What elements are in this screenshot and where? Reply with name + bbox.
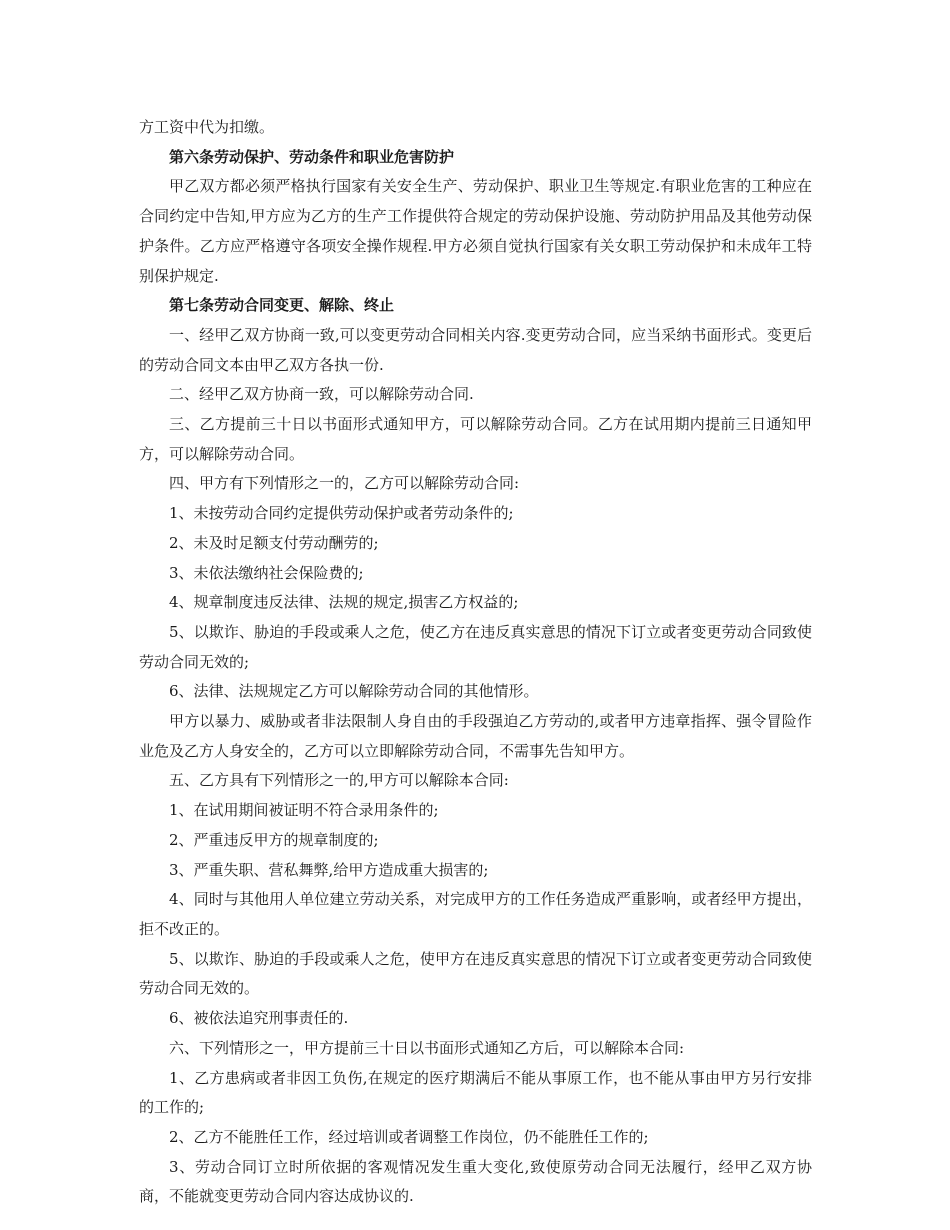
paragraph: 甲乙双方都必须严格执行国家有关安全生产、劳动保护、职业卫生等规定.有职业危害的工种应在合同约定中告知,甲方应为乙方的生产工作提供符合规定的劳动保护设施、劳动防护用品及其他劳动保护条件。乙方应严格遵守各项安全操作规程.甲方必须自觉执行国家有关女职工劳动保护和未成年工特别保护规定.: [139, 177, 812, 285]
section-heading: 第七条劳动合同变更、解除、终止: [169, 296, 395, 315]
paragraph: 1、未按劳动合同约定提供劳动保护或者劳动条件的;: [169, 504, 514, 523]
paragraph: 6、法律、法规规定乙方可以解除劳动合同的其他情形。: [169, 682, 539, 701]
paragraph: 甲方以暴力、威胁或者非法限制人身自由的手段强迫乙方劳动的,或者甲方违章指挥、强令冒险作业危及乙方人身安全的，乙方可以立即解除劳动合同，不需事先告知甲方。: [139, 712, 812, 760]
paragraph: 三、乙方提前三十日以书面形式通知甲方，可以解除劳动合同。乙方在试用期内提前三日通知甲方，可以解除劳动合同。: [139, 415, 812, 463]
paragraph: 6、被依法追究刑事责任的.: [169, 1009, 349, 1028]
section-heading: 第六条劳动保护、劳动条件和职业危害防护: [169, 147, 455, 166]
paragraph: 3、严重失职、营私舞弊,给甲方造成重大损害的;: [169, 860, 489, 879]
paragraph: 五、乙方具有下列情形之一的,甲方可以解除本合同:: [169, 771, 509, 790]
paragraph: 二、经甲乙双方协商一致，可以解除劳动合同.: [169, 385, 474, 404]
paragraph: 四、甲方有下列情形之一的，乙方可以解除劳动合同:: [169, 474, 520, 493]
paragraph: 一、经甲乙双方协商一致,可以变更劳动合同相关内容.变更劳动合同，应当采纳书面形式。变更后的劳动合同文本由甲乙双方各执一份.: [139, 325, 812, 374]
paragraph: 2、未及时足额支付劳动酬劳的;: [169, 533, 379, 552]
document-page: [139, 113, 812, 1212]
paragraph: 2、乙方不能胜任工作，经过培训或者调整工作岗位，仍不能胜任工作的;: [169, 1127, 649, 1146]
paragraph: 方工资中代为扣缴。: [139, 118, 275, 136]
paragraph: 5、以欺诈、胁迫的手段或乘人之危，使甲方在违反真实意思的情况下订立或者变更劳动合同致使劳动合同无效的。: [139, 949, 812, 998]
paragraph: 4、同时与其他用人单位建立劳动关系，对完成甲方的工作任务造成严重影响，或者经甲方提出，拒不改正的。: [139, 890, 812, 938]
paragraph: 3、未依法缴纳社会保险费的;: [169, 563, 364, 582]
paragraph: 六、下列情形之一，甲方提前三十日以书面形式通知乙方后，可以解除本合同:: [169, 1038, 685, 1057]
paragraph: 2、严重违反甲方的规章制度的;: [169, 830, 379, 849]
paragraph: 3、劳动合同订立时所依据的客观情况发生重大变化,致使原劳动合同无法履行，经甲乙双方协商，不能就变更劳动合同内容达成协议的.: [139, 1157, 812, 1206]
paragraph: 1、在试用期间被证明不符合录用条件的;: [169, 801, 439, 820]
paragraph: 1、乙方患病或者非因工负伤,在规定的医疗期满后不能从事原工作，也不能从事由甲方另行安排的工作的;: [139, 1068, 812, 1117]
paragraph: 4、规章制度违反法律、法规的规定,损害乙方权益的;: [169, 593, 519, 612]
paragraph: 5、以欺诈、胁迫的手段或乘人之危，使乙方在违反真实意思的情况下订立或者变更劳动合同致使劳动合同无效的;: [139, 622, 812, 671]
